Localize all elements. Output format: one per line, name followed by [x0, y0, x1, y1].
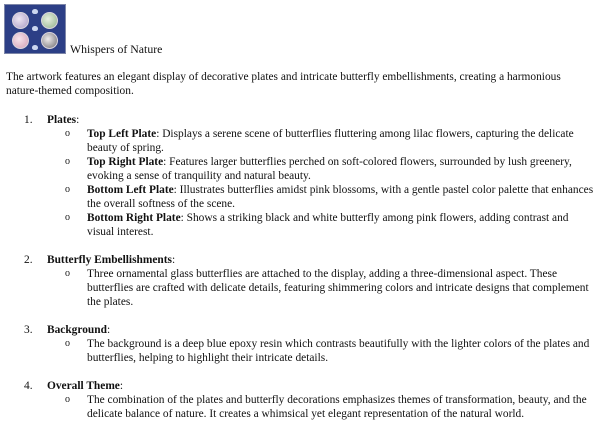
section-item [24, 323, 596, 365]
section-number: 4. [24, 380, 33, 392]
bullet-item [65, 127, 596, 155]
butterfly-icon [32, 26, 38, 31]
artwork-thumbnail-image [4, 4, 66, 54]
bullet-list [47, 337, 596, 365]
bullet-text: The background is a deep blue epoxy resin which contrasts beautifully with the lighter colors of the plates and butterflies, helping to highlight their intricate details. [87, 338, 590, 364]
bullet-marker: o [65, 268, 70, 279]
bullet-label: Bottom Right Plate [87, 212, 181, 224]
plate-top-left-picture [12, 12, 29, 29]
bullet-marker: o [65, 212, 70, 223]
section-heading: Butterfly Embellishments [47, 254, 172, 266]
bullet-item [65, 267, 596, 309]
plate-bottom-right-picture [41, 32, 58, 49]
section-number: 1. [24, 114, 33, 126]
bullet-label: Bottom Left Plate [87, 184, 174, 196]
bullet-item [65, 393, 596, 421]
bullet-marker: o [65, 338, 70, 349]
butterfly-icon [32, 9, 38, 14]
bullet-item [65, 183, 596, 211]
bullet-marker: o [65, 184, 70, 195]
bullet-text: : Illustrates butterflies amidst pink blossoms, with a gentle pastel color palette that enhances the overall softness of the scene. [87, 184, 594, 210]
bullet-text: : Features larger butterflies perched on soft-colored flowers, surrounded by lush greenery, evoking a sense of tranquility and natural beauty. [87, 156, 572, 182]
section-number: 2. [24, 254, 33, 266]
document-title: Whispers of Nature [70, 42, 163, 56]
bullet-text: The combination of the plates and butterfly decorations emphasizes themes of transformation, beauty, and the delicate balance of nature. It creates a whimsical yet elegant representation of the natural world. [87, 394, 587, 420]
section-heading-suffix: : [119, 380, 124, 392]
bullet-label: Top Left Plate [87, 128, 157, 140]
section-heading: Plates [47, 114, 77, 126]
bullet-marker: o [65, 156, 70, 167]
bullet-item [65, 337, 596, 365]
section-number: 3. [24, 324, 33, 336]
bullet-item [65, 155, 596, 183]
section-item [24, 253, 596, 309]
bullet-item [65, 211, 596, 239]
bullet-list [47, 127, 596, 239]
butterfly-icon [32, 45, 38, 50]
plate-top-right-picture [41, 12, 58, 29]
bullet-label: Top Right Plate [87, 156, 164, 168]
section-heading-suffix: : [171, 254, 176, 266]
section-list [0, 113, 596, 421]
section-heading: Background [47, 324, 107, 336]
bullet-marker: o [65, 128, 70, 139]
section-item [24, 379, 596, 421]
section-item [24, 113, 596, 239]
bullet-text: : Shows a striking black and white butterfly among pink flowers, adding contrast and visual interest. [87, 212, 569, 238]
bullet-list [47, 267, 596, 309]
bullet-list [47, 393, 596, 421]
bullet-text: Three ornamental glass butterflies are attached to the display, adding a three-dimensional aspect. These butterflies are crafted with delicate details, featuring shimmering colors and intricate designs that complement the plates. [87, 268, 589, 308]
bullet-text: : Displays a serene scene of butterflies fluttering among lilac flowers, capturing the delicate beauty of spring. [87, 128, 574, 154]
section-heading-suffix: : [76, 114, 80, 126]
plate-bottom-left-picture [12, 32, 29, 49]
bullet-marker: o [65, 394, 70, 405]
intro-paragraph: The artwork features an elegant display of decorative plates and intricate butterfly embellishments, creating a harmonious nature-themed composition. [6, 71, 561, 97]
section-heading: Overall Theme [47, 380, 120, 392]
document-header [4, 4, 162, 54]
section-heading-suffix: : [106, 324, 111, 336]
